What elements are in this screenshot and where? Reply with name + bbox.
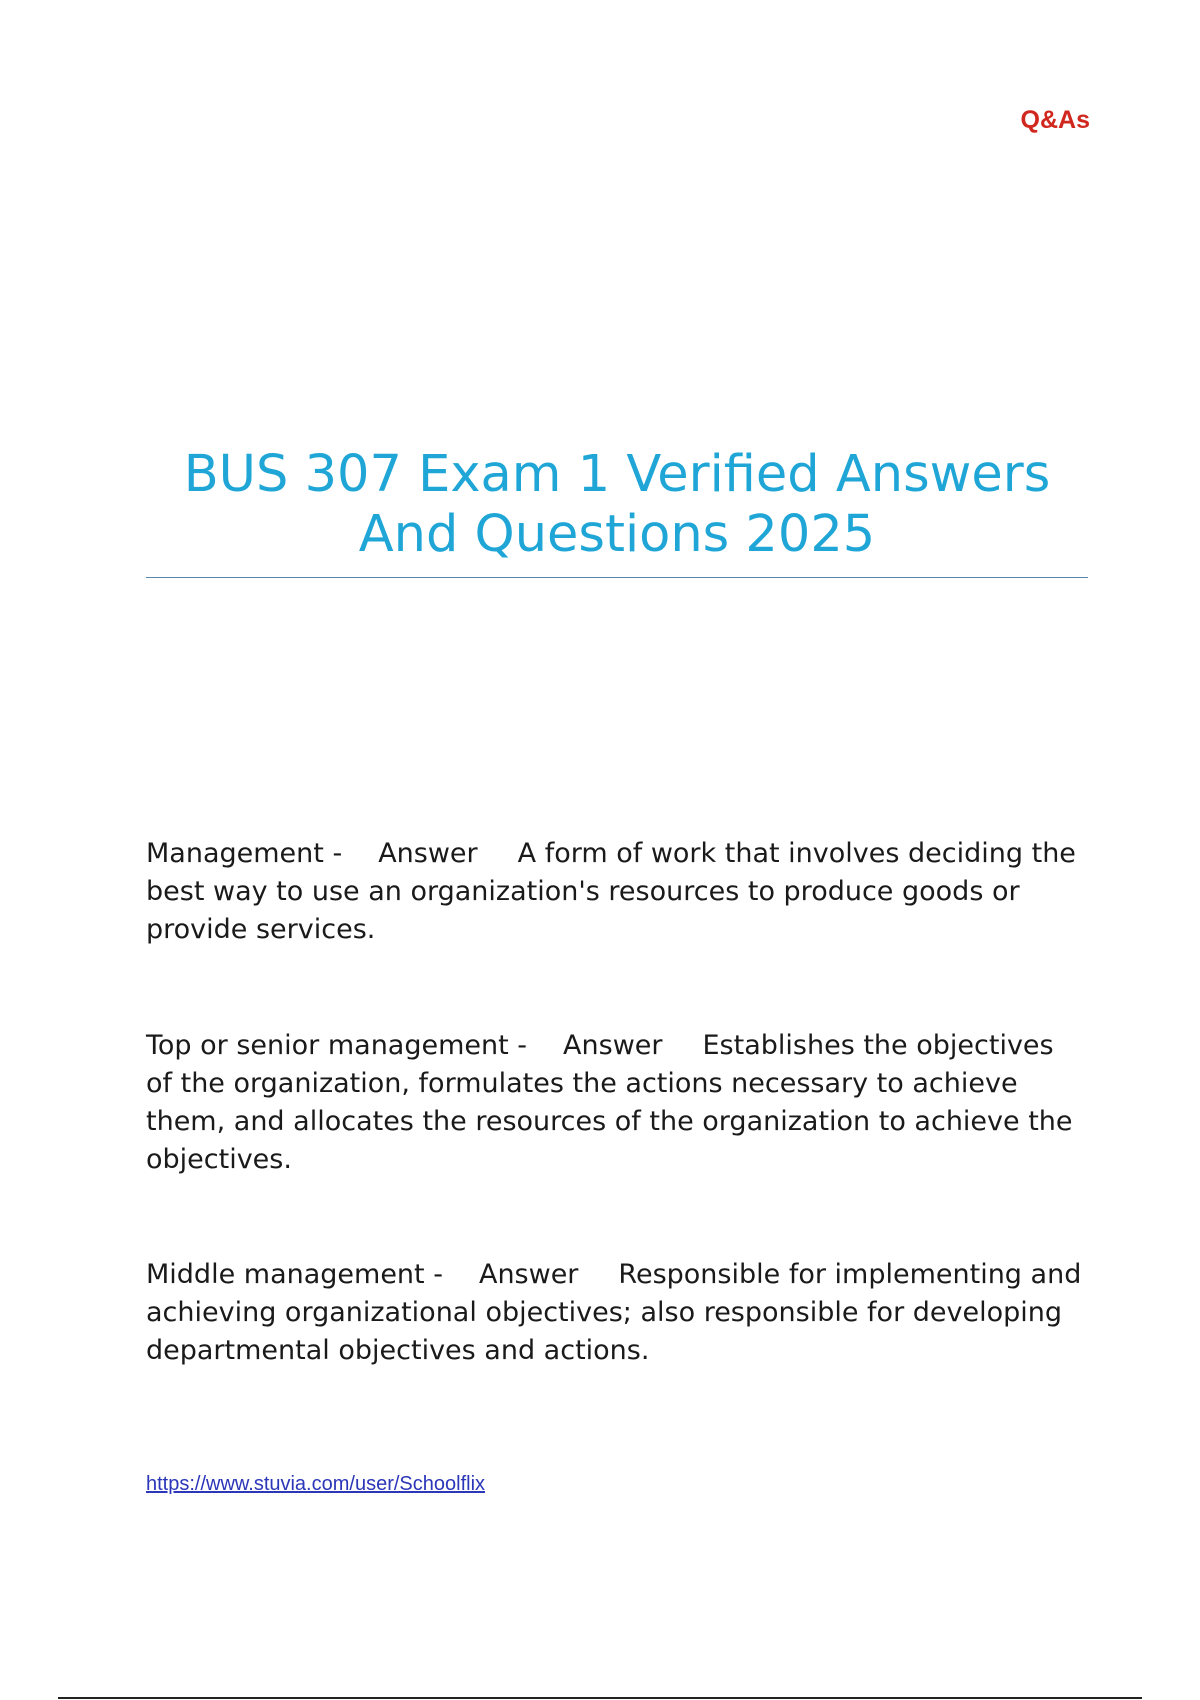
qa-item-top-management (146, 1027, 1086, 1179)
footer-divider (58, 1697, 1142, 1699)
qa-definition-start: Responsible for implementing (618, 1259, 1022, 1290)
qa-answer-label: Answer (563, 1030, 663, 1061)
qa-term: Middle management - (146, 1259, 443, 1290)
document-title (146, 445, 1088, 565)
qa-tag: Q&As (1020, 106, 1090, 134)
qa-term: Management - (146, 838, 343, 869)
qa-answer-label: Answer (378, 838, 478, 869)
source-link[interactable]: https://www.stuvia.com/user/Schoolflix (146, 1473, 486, 1495)
qa-definition-rest: objectives of the organization, formulates the actions necessary to achieve them, and allocates the resources of the organization to achieve the objectives. (146, 1030, 1073, 1175)
qa-item-management (146, 835, 1086, 949)
qa-term: Top or senior management - (146, 1030, 528, 1061)
title-line-1: BUS 307 Exam 1 Verified Answers (183, 445, 1051, 504)
qa-answer-label: Answer (478, 1259, 579, 1290)
qa-definition-start: A form of work that involves deciding (517, 838, 1024, 869)
qa-definition-start: Establishes the (702, 1030, 908, 1061)
qa-definition-rest: the best way to use an organization's resources to produce goods or provide services. (146, 838, 1076, 945)
qa-item-middle-management (146, 1256, 1086, 1370)
title-line-2: And Questions 2025 (358, 505, 876, 564)
qa-definition-rest: and achieving organizational objectives; also responsible for developing departmental objectives and actions. (146, 1259, 1082, 1366)
title-divider (146, 577, 1088, 578)
